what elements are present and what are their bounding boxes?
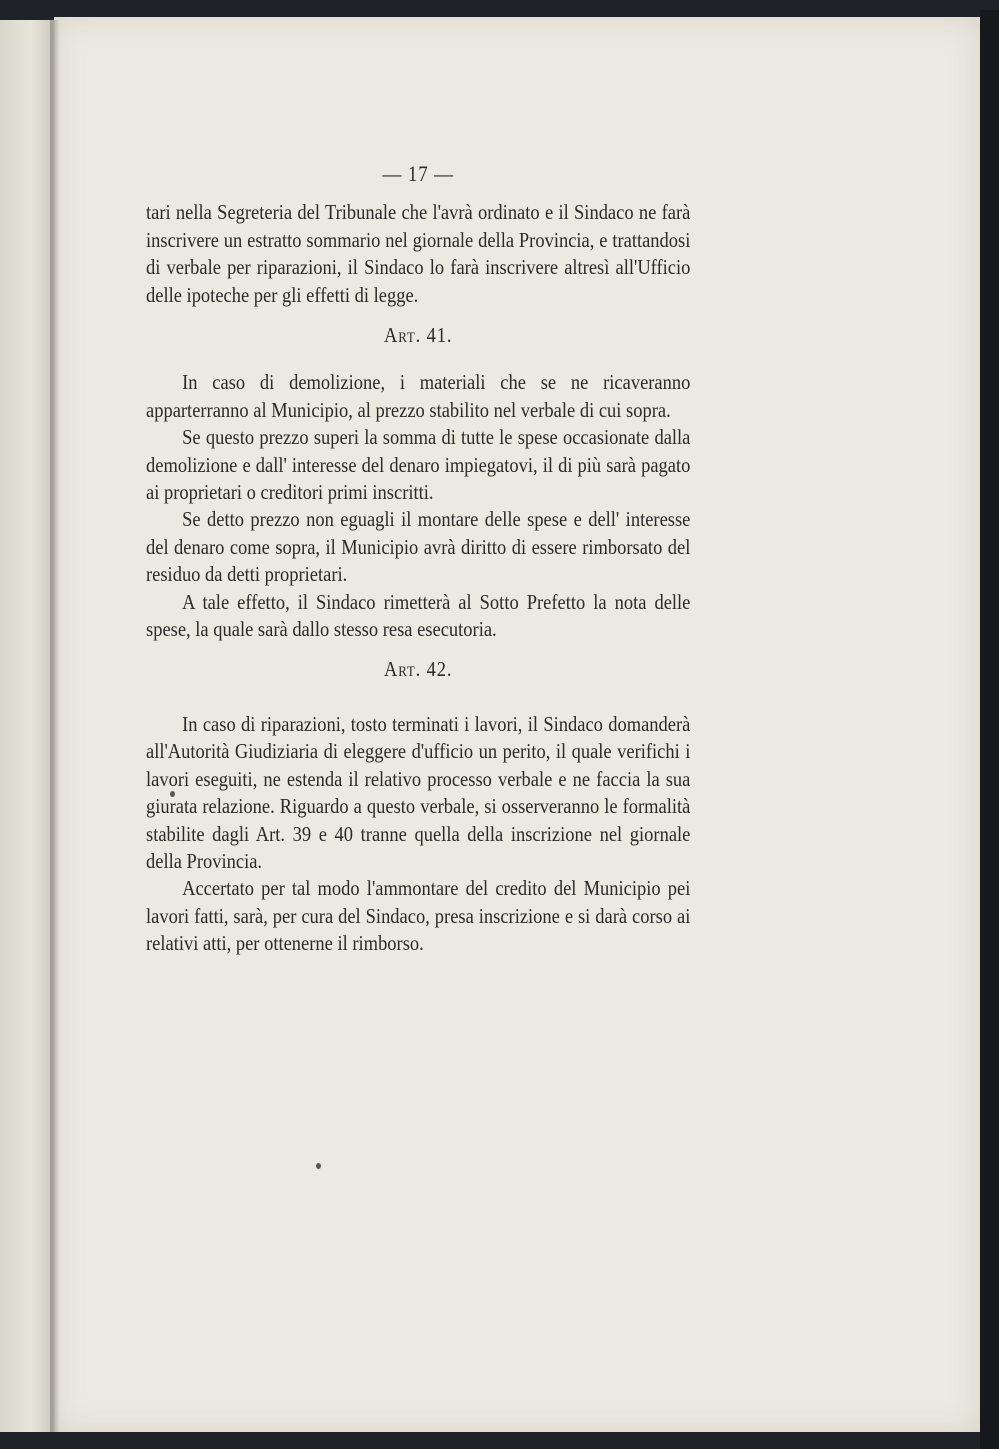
ink-speck <box>316 1163 321 1169</box>
left-page-edge <box>0 20 54 1432</box>
article-42-heading: Art. 42. <box>384 656 453 681</box>
page-number: — 17 — <box>382 161 454 186</box>
opening-paragraph: tari nella Segreteria del Tribunale che l'avrà ordinato e il Sindaco ne farà inscrivere un estratto sommario nel giornale della Provincia, e trattandosi di verbale per riparazioni, il Sindaco lo farà inscrivere altresì all'Ufficio delle ipoteche per gli effetti di legge. <box>146 200 691 307</box>
article-41-paragraph: A tale effetto, il Sindaco rimetterà al Sotto Prefetto la nota delle spese, la quale sarà dallo stesso resa esecutoria. <box>146 589 691 642</box>
article-42-paragraph: Accertato per tal modo l'ammontare del credito del Municipio pei lavori fatti, sarà, per cura del Sindaco, presa inscrizione e si darà corso ai relativi atti, per ottenerne il rimborso. <box>146 876 691 956</box>
right-scan-border <box>980 10 999 1449</box>
gutter-shadow <box>50 20 60 1432</box>
article-41-paragraph: Se questo prezzo superi la somma di tutte le spese occasionate dalla demolizione e dall' interesse del denaro impiegatovi, il di più sarà pagato ai proprietari o creditori primi inscritti. <box>146 425 691 505</box>
article-41-paragraph: In caso di demolizione, i materiali che se ne ricaveranno apparterranno al Municipio, al prezzo stabilito nel verbale di cui sopra. <box>146 370 691 422</box>
article-41-heading: Art. 41. <box>384 323 453 348</box>
article-41-paragraph: Se detto prezzo non eguagli il montare delle spese e dell' interesse del denaro come sopra, il Municipio avrà diritto di essere rimborsato del residuo da detti proprietari. <box>146 507 691 587</box>
page-text <box>146 160 690 958</box>
article-42-paragraph: In caso di riparazioni, tosto terminati i lavori, il Sindaco domanderà all'Autorità Giudiziaria di eleggere d'ufficio un perito, il quale verifichi i lavori eseguiti, ne estenda il relativo processo verbale e ne faccia la sua giurata relazione. Riguardo a questo verbale, si osserveranno le formalità stabilite dagli Art. 39 e 40 tranne quella della inscrizione nel giornale della Provincia. <box>146 711 691 873</box>
